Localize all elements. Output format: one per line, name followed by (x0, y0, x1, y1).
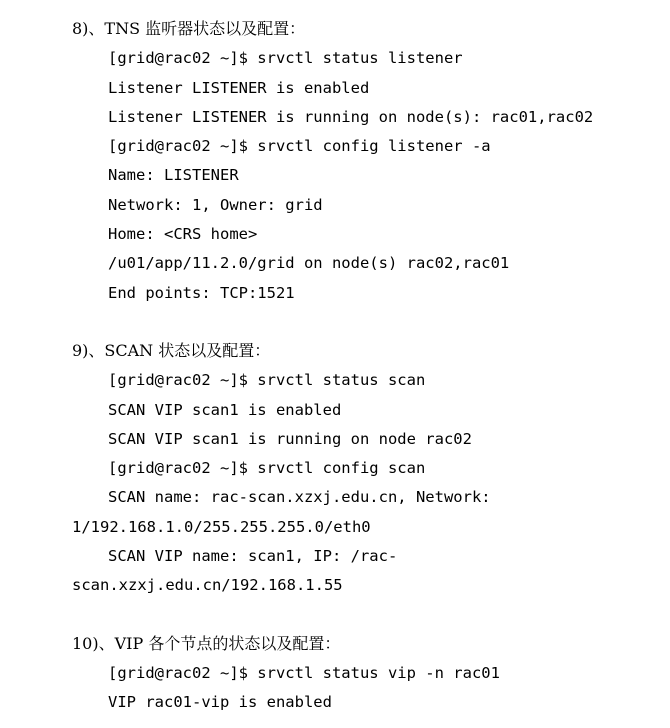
command-line: [grid@rac02 ~]$ srvctl config scan (108, 459, 426, 477)
output-line: Listener LISTENER is running on node(s): rac01,rac02 (108, 108, 594, 126)
command-line: [grid@rac02 ~]$ srvctl status scan (108, 371, 426, 389)
output-line: SCAN VIP scan1 is enabled (108, 401, 342, 419)
command-line: [grid@rac02 ~]$ srvctl status vip -n rac01 (108, 664, 500, 682)
command-line: [grid@rac02 ~]$ srvctl config listener -a (108, 137, 491, 155)
section-heading-tns-listener: 8)、TNS 监听器状态以及配置： (72, 19, 306, 38)
output-line: Network: 1, Owner: grid (108, 196, 323, 214)
output-line: Home: <CRS home> (108, 225, 258, 243)
output-line: SCAN VIP scan1 is running on node rac02 (108, 430, 472, 448)
output-line: End points: TCP:1521 (108, 284, 295, 302)
output-line: VIP rac01-vip is enabled (108, 693, 332, 711)
output-line: SCAN VIP name: scan1, IP: /rac- (108, 547, 398, 565)
output-line-wrapped: scan.xzxj.edu.cn/192.168.1.55 (72, 576, 343, 594)
output-line: /u01/app/11.2.0/grid on node(s) rac02,rac01 (108, 254, 510, 272)
output-line: Name: LISTENER (108, 166, 239, 184)
output-line: SCAN name: rac-scan.xzxj.edu.cn, Network: (108, 488, 491, 506)
section-heading-vip: 10)、VIP 各个节点的状态以及配置： (72, 634, 341, 653)
output-line: Listener LISTENER is enabled (108, 79, 370, 97)
section-heading-scan: 9)、SCAN 状态以及配置： (72, 341, 271, 360)
output-line-wrapped: 1/192.168.1.0/255.255.255.0/eth0 (72, 518, 371, 536)
command-line: [grid@rac02 ~]$ srvctl status listener (108, 49, 463, 67)
